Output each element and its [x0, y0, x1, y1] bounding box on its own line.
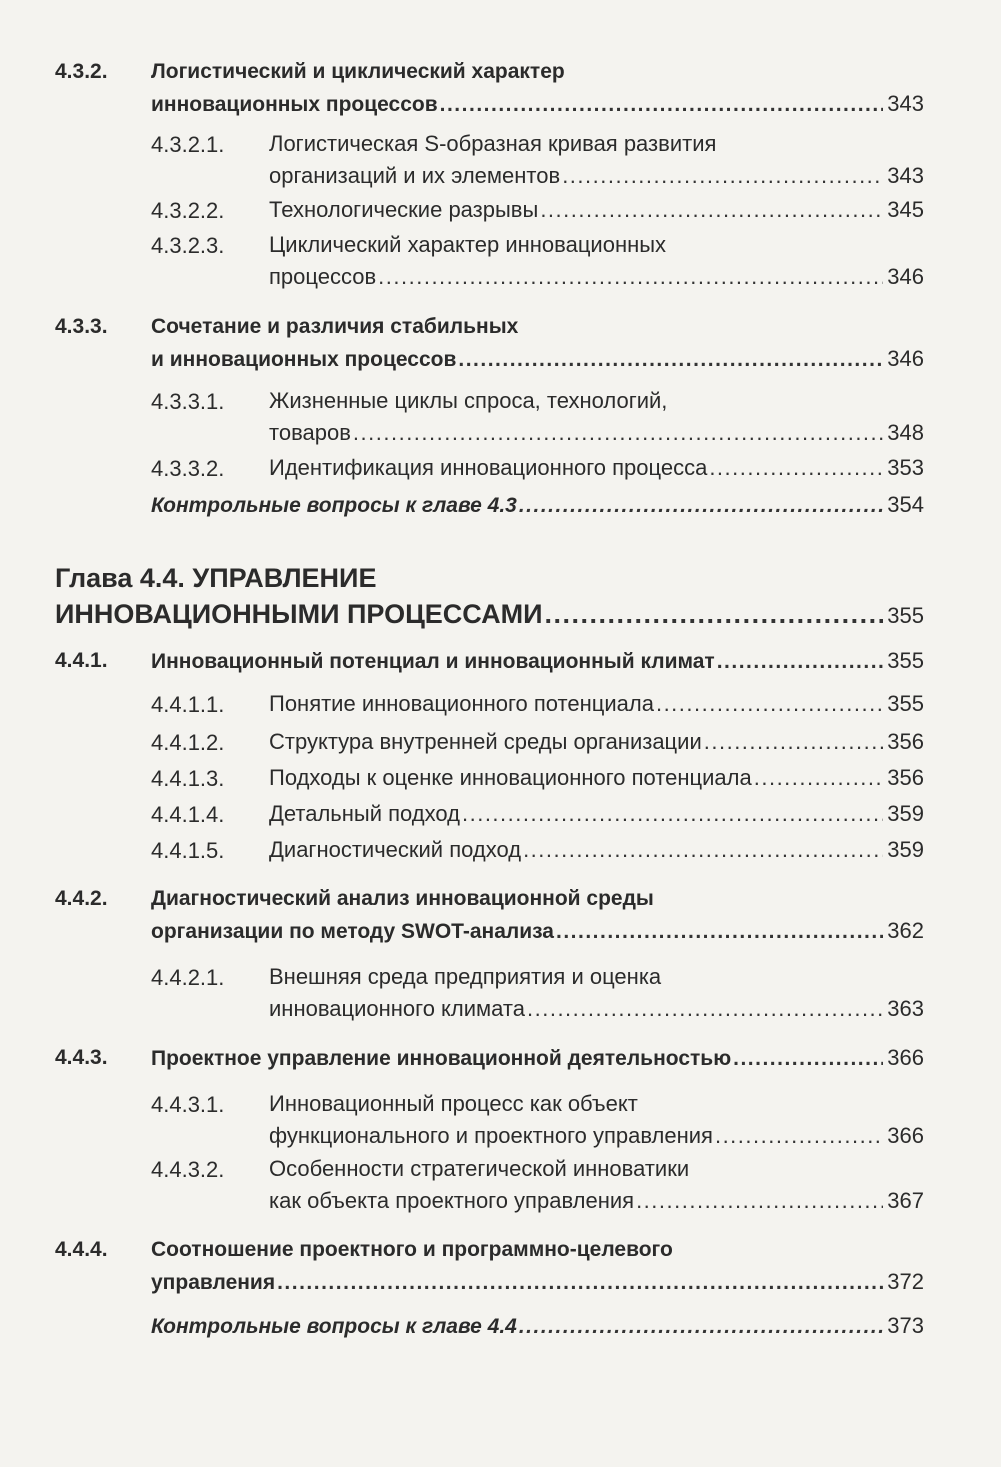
- entry-title: Контрольные вопросы к главе 4.3: [151, 494, 517, 517]
- entry-number: 4.4.2.1.: [151, 965, 225, 990]
- entry-page: 366: [887, 1045, 924, 1070]
- entry-title: Детальный подход: [269, 801, 460, 826]
- entry-title-line2: инновационных процессов: [151, 93, 438, 116]
- entry-page: 355: [887, 648, 924, 673]
- entry-number: 4.3.3.: [55, 315, 108, 338]
- entry-number: 4.3.2.1.: [151, 132, 225, 157]
- entry-number: 4.4.1.: [55, 649, 108, 672]
- leader-dots: [717, 646, 884, 677]
- leader-dots: [378, 261, 883, 293]
- entry-title-line2: функционального и проектного управления: [269, 1123, 713, 1148]
- leader-dots: [523, 834, 883, 866]
- entry-title-line1: Жизненные циклы спроса, технологий,: [269, 388, 668, 413]
- leader-dots: [519, 490, 883, 521]
- leader-dots: [353, 417, 883, 449]
- entry-page: 359: [887, 801, 924, 826]
- entry-title: Идентификация инновационного процесса: [269, 455, 708, 480]
- entry-page: 367: [887, 1188, 924, 1213]
- leader-dots: [733, 1043, 883, 1074]
- entry-title: Контрольные вопросы к главе 4.4: [151, 1315, 517, 1338]
- leader-dots: [704, 726, 884, 758]
- entry-title-line2: процессов: [269, 264, 377, 289]
- leader-dots: [527, 993, 883, 1025]
- entry-page: 362: [887, 918, 924, 943]
- entry-number: 4.4.3.1.: [151, 1092, 225, 1117]
- leader-dots: [545, 596, 884, 632]
- entry-title-line1: Логистическая S-образная кривая развития: [269, 131, 717, 156]
- entry-title-line1: Соотношение проектного и программно-целевого: [151, 1238, 673, 1261]
- entry-title: Подходы к оценке инновационного потенциала: [269, 765, 752, 790]
- entry-title: Инновационный потенциал и инновационный климат: [151, 650, 715, 673]
- entry-page: 355: [887, 603, 924, 628]
- entry-title-line2: и инновационных процессов: [151, 348, 457, 371]
- entry-page: 343: [887, 91, 924, 116]
- leader-dots: [562, 160, 883, 192]
- entry-number: 4.3.2.: [55, 60, 108, 83]
- entry-number: 4.4.1.5.: [151, 838, 225, 863]
- entry-page: 345: [887, 197, 924, 222]
- chapter-title-line2: ИННОВАЦИОННЫМИ ПРОЦЕССАМИ: [55, 599, 543, 629]
- entry-number: 4.3.2.2.: [151, 198, 225, 223]
- entry-number: 4.4.1.2.: [151, 730, 225, 755]
- entry-page: 354: [887, 492, 924, 517]
- entry-number: 4.4.1.1.: [151, 692, 225, 717]
- entry-title-line1: Особенности стратегической инноватики: [269, 1156, 690, 1181]
- leader-dots: [656, 688, 883, 720]
- leader-dots: [636, 1185, 883, 1217]
- leader-dots: [709, 452, 883, 484]
- entry-page: 346: [887, 264, 924, 289]
- entry-page: 356: [887, 765, 924, 790]
- entry-title-line2: управления: [151, 1271, 276, 1294]
- leader-dots: [556, 916, 883, 947]
- entry-title-line1: Внешняя среда предприятия и оценка: [269, 964, 662, 989]
- entry-title-line2: организаций и их элементов: [269, 163, 561, 188]
- entry-title-line1: Логистический и циклический характер: [151, 60, 565, 83]
- entry-page: 359: [887, 837, 924, 862]
- entry-title-line2: как объекта проектного управления: [269, 1188, 635, 1213]
- entry-number: 4.3.3.2.: [151, 456, 225, 481]
- entry-title: Проектное управление инновационной деятельностью: [151, 1047, 732, 1070]
- leader-dots: [440, 89, 884, 120]
- leader-dots: [540, 194, 883, 226]
- leader-dots: [715, 1120, 883, 1152]
- entry-title: Структура внутренней среды организации: [269, 729, 702, 754]
- entry-number: 4.3.3.1.: [151, 389, 225, 414]
- entry-title: Диагностический подход: [269, 837, 522, 862]
- entry-page: 348: [887, 420, 924, 445]
- entry-number: 4.4.2.: [55, 887, 108, 910]
- entry-number: 4.4.3.: [55, 1046, 108, 1069]
- entry-number: 4.4.1.4.: [151, 802, 225, 827]
- leader-dots: [754, 762, 884, 794]
- entry-page: 356: [887, 729, 924, 754]
- entry-title: Понятие инновационного потенциала: [269, 691, 654, 716]
- entry-title-line1: Диагностический анализ инновационной среды: [151, 887, 654, 910]
- entry-title-line2: инновационного климата: [269, 996, 525, 1021]
- entry-title-line2: организации по методу SWOT-анализа: [151, 920, 554, 943]
- entry-number: 4.4.4.: [55, 1238, 108, 1261]
- entry-page: 366: [887, 1123, 924, 1148]
- entry-title-line2: товаров: [269, 420, 351, 445]
- entry-page: 355: [887, 691, 924, 716]
- entry-title: Технологические разрывы: [269, 197, 539, 222]
- chapter-title-line1: Глава 4.4. УПРАВЛЕНИЕ: [55, 563, 377, 593]
- entry-number: 4.4.1.3.: [151, 766, 225, 791]
- entry-page: 363: [887, 996, 924, 1021]
- entry-title-line1: Инновационный процесс как объект: [269, 1091, 638, 1116]
- entry-page: 343: [887, 163, 924, 188]
- leader-dots: [277, 1267, 883, 1298]
- entry-page: 353: [887, 455, 924, 480]
- leader-dots: [519, 1311, 883, 1342]
- entry-page: 346: [887, 346, 924, 371]
- entry-page: 372: [887, 1269, 924, 1294]
- leader-dots: [458, 344, 883, 375]
- entry-number: 4.4.3.2.: [151, 1157, 225, 1182]
- entry-title-line1: Сочетание и различия стабильных: [151, 315, 519, 338]
- leader-dots: [462, 798, 883, 830]
- entry-page: 373: [887, 1313, 924, 1338]
- entry-title-line1: Циклический характер инновационных: [269, 232, 667, 257]
- entry-number: 4.3.2.3.: [151, 233, 225, 258]
